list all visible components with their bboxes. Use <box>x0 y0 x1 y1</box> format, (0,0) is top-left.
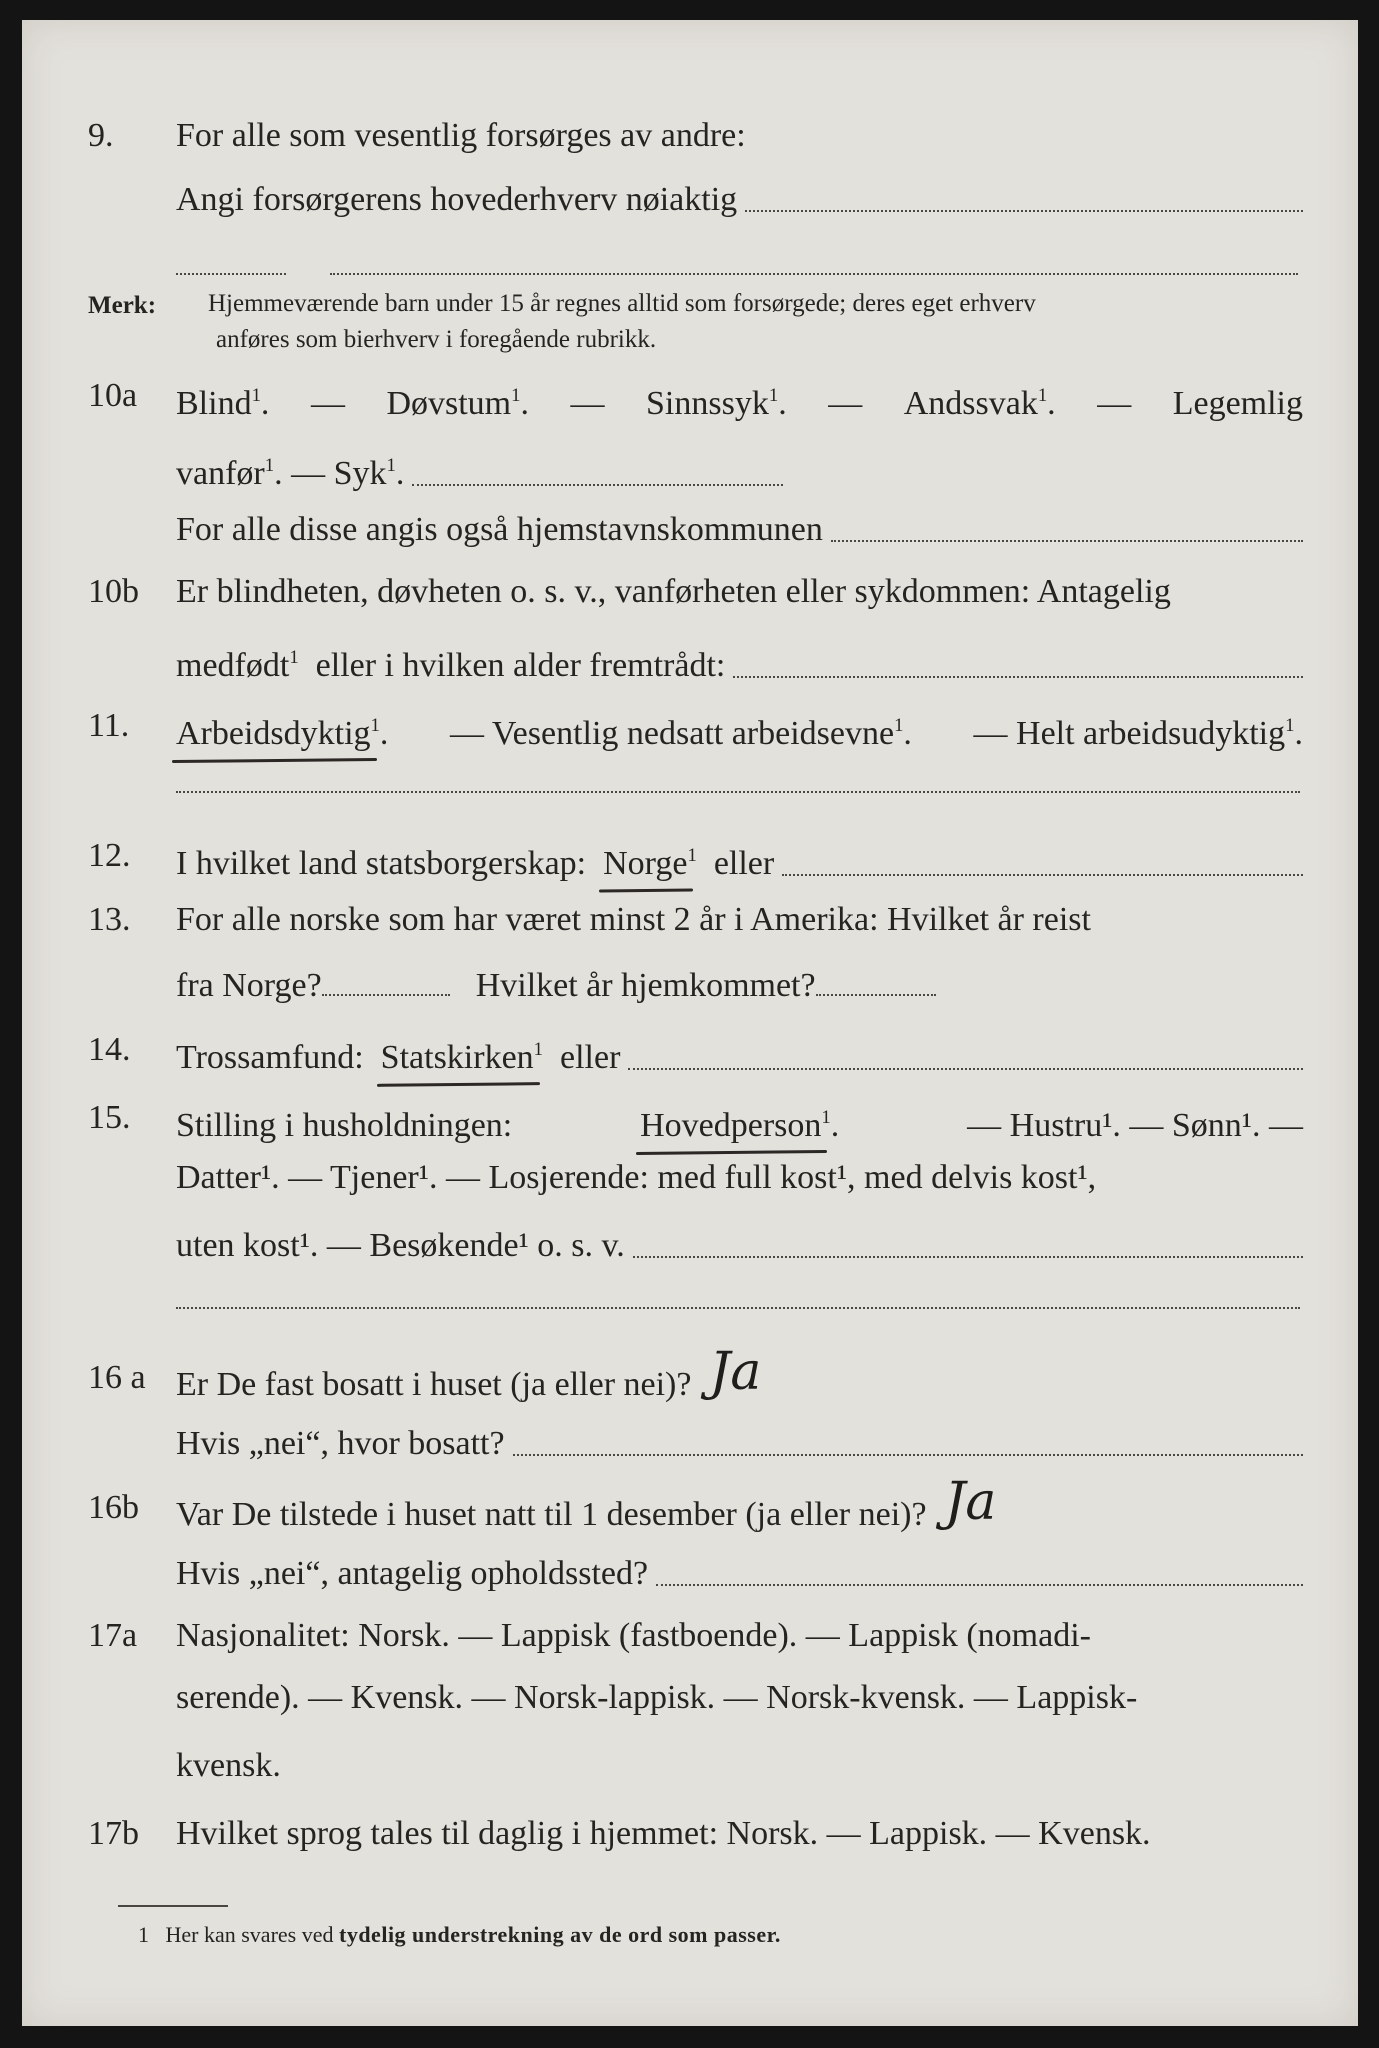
q14-eller: eller <box>560 1039 621 1077</box>
q10b-line1-text: Er blindheten, døvheten o. s. v., vanførheten eller sykdommen: Antagelig <box>176 573 1171 610</box>
q10a-line1: Blind$^1$. — Døvstum$^1$. — Sinnssyk$^1$. — Andssvak$^1$. — Legemlig <box>176 376 1303 424</box>
footnote-text1: Her kan svares ved <box>165 1922 334 1947</box>
q17a-line1-text: Nasjonalitet: Norsk. — Lappisk (fastboende). — Lappisk (nomadi- <box>176 1617 1091 1654</box>
q15-line2-text: Datter¹. — Tjener¹. — Losjerende: med full kost¹, med delvis kost¹, <box>176 1159 1097 1196</box>
q10a-blind: Blind$^1$. <box>176 385 270 423</box>
q9-line1 <box>176 116 1303 156</box>
q15-extra-line[interactable] <box>176 1306 1300 1309</box>
q17b-line1 <box>176 1814 1303 1854</box>
q12-number: 12. <box>88 837 131 874</box>
q9-number: 9. <box>88 117 114 154</box>
q14-line1 <box>176 1030 1303 1078</box>
q12-answer-line[interactable] <box>782 873 1303 876</box>
q13-number: 13. <box>88 901 131 938</box>
q13-hjem: Hvilket år hjemkommet? <box>475 967 816 1004</box>
q13-line2 <box>176 966 1303 1006</box>
q9-answer-line[interactable] <box>745 209 1303 212</box>
q9-extra-line-b[interactable] <box>330 272 1298 275</box>
q13-hjem-answer-line[interactable] <box>816 993 936 996</box>
q12-text: I hvilket land statsborgerskap: <box>176 845 587 883</box>
q10b-line2-text: eller i hvilken alder fremtrådt: <box>315 647 726 685</box>
q10b-medfodt: medfødt$^1$ <box>176 647 299 685</box>
q13-line1-text: For alle norske som har været minst 2 år i Amerika: Hvilket år reist <box>176 901 1091 938</box>
q16a-line1-text: Er De fast bosatt i huset (ja eller nei)? <box>176 1366 692 1403</box>
q16b-line2 <box>176 1554 1303 1594</box>
q11-arbeidsdyktig[interactable]: Arbeidsdyktig$^1$. <box>176 715 389 753</box>
q10a-andssvak: Andssvak$^1$. <box>903 385 1056 423</box>
q16a-number: 16 a <box>88 1359 146 1396</box>
q12-norge[interactable]: Norge$^1$ <box>603 845 697 883</box>
q11-number: 11. <box>88 707 130 744</box>
footnote <box>138 1922 781 1948</box>
q15-number: 15. <box>88 1099 131 1136</box>
q16a-line2-text: Hvis „nei“, hvor bosatt? <box>176 1425 505 1462</box>
q10a-sinnssyk: Sinnssyk$^1$. <box>646 385 787 423</box>
q10a-line3 <box>176 510 1303 550</box>
q12-line1 <box>176 836 1303 884</box>
footnote-text2: tydelig understrekning av de ord som passer. <box>339 1922 781 1947</box>
q11-line1 <box>176 706 1303 754</box>
q9-line1-text: For alle som vesentlig forsørges av andre: <box>176 117 746 154</box>
q15-text: Stilling i husholdningen: <box>176 1107 513 1145</box>
merk-line2: anføres som bierhverv i foregående rubrikk. <box>216 326 657 353</box>
q15-rest1: — Hustru¹. — Sønn¹. — <box>967 1107 1303 1145</box>
q17a-line2-text: serende). — Kvensk. — Norsk-lappisk. — Norsk-kvensk. — Lappisk- <box>176 1679 1138 1716</box>
q15-answer-line[interactable] <box>633 1255 1303 1258</box>
q11-udyktig[interactable]: — Helt arbeidsudyktig$^1$. <box>973 715 1303 753</box>
q12-eller: eller <box>713 845 775 883</box>
q9-line2-text: Angi forsørgerens hovederhverv nøiaktig <box>176 181 738 218</box>
q10a-dovstum: Døvstum$^1$. <box>386 385 529 423</box>
q17a-number: 17a <box>88 1617 138 1654</box>
q15-line3 <box>176 1226 1303 1266</box>
q16a-line1 <box>176 1342 1303 1405</box>
q16a-line2 <box>176 1424 1303 1464</box>
q15-line1 <box>176 1098 1303 1146</box>
q10a-line2 <box>176 446 783 494</box>
q10a-syk-answer-line[interactable] <box>412 483 783 486</box>
q10a-vanfor: vanfør$^1$. — Syk$^1$. <box>176 455 405 493</box>
q14-answer-line[interactable] <box>628 1067 1303 1070</box>
q16b-answer-line[interactable] <box>656 1583 1303 1586</box>
q17a-line2 <box>176 1678 1303 1718</box>
q16b-handwritten-answer[interactable]: Ja <box>944 1472 997 1532</box>
q10a-hjemstavn-line[interactable] <box>831 539 1303 542</box>
q14-text: Trossamfund: <box>176 1039 364 1077</box>
q14-statskirken[interactable]: Statskirken$^1$ <box>380 1039 543 1077</box>
q9-line2 <box>176 180 1303 220</box>
q14-number: 14. <box>88 1031 131 1068</box>
q10b-answer-line[interactable] <box>733 675 1303 678</box>
q13-fra: fra Norge? <box>176 967 322 1004</box>
q16b-line2-text: Hvis „nei“, antagelig opholdssted? <box>176 1555 649 1592</box>
q13-reist-answer-line[interactable] <box>322 993 450 996</box>
q16b-line1-text: Var De tilstede i huset natt til 1 desember (ja eller nei)? <box>176 1496 927 1533</box>
q10a-legemlig: Legemlig <box>1172 385 1303 423</box>
q17b-line1-text: Hvilket sprog tales til daglig i hjemmet: Norsk. — Lappisk. — Kvensk. <box>176 1815 1151 1852</box>
q16b-number: 16b <box>88 1489 139 1526</box>
q15-hovedperson[interactable]: Hovedperson$^1$. <box>640 1107 840 1145</box>
q17a-line3 <box>176 1746 1303 1786</box>
q16a-handwritten-answer[interactable]: Ja <box>709 1342 762 1402</box>
q11-arbeidsdyktig-underline: Arbeidsdyktig <box>176 715 371 753</box>
q17b-number: 17b <box>88 1815 139 1852</box>
q17a-line1 <box>176 1616 1303 1656</box>
merk-note <box>208 286 1308 358</box>
q11-extra-line[interactable] <box>176 790 1300 793</box>
q11-nedsatt[interactable]: — Vesentlig nedsatt arbeidsevne$^1$. <box>449 715 912 753</box>
q16b-line1 <box>176 1472 1303 1535</box>
footnote-mark: 1 <box>138 1922 149 1947</box>
q16a-answer-line[interactable] <box>513 1453 1303 1456</box>
q10b-line2 <box>176 638 1303 686</box>
footnote-rule <box>118 1905 228 1907</box>
q10b-line1 <box>176 572 1303 612</box>
q10b-number: 10b <box>88 573 139 610</box>
q15-line2 <box>176 1158 1303 1198</box>
q9-extra-line-a[interactable] <box>176 272 286 275</box>
merk-label: Merk: <box>88 292 157 319</box>
q15-line3-text: uten kost¹. — Besøkende¹ o. s. v. <box>176 1227 625 1264</box>
q13-line1 <box>176 900 1303 940</box>
merk-line1: Hjemmeværende barn under 15 år regnes alltid som forsørgede; deres eget erhverv <box>208 290 1036 317</box>
q17a-line3-text: kvensk. <box>176 1747 281 1784</box>
q10a-number: 10a <box>88 377 138 414</box>
q10a-line3-text: For alle disse angis også hjemstavnskommunen <box>176 511 823 548</box>
